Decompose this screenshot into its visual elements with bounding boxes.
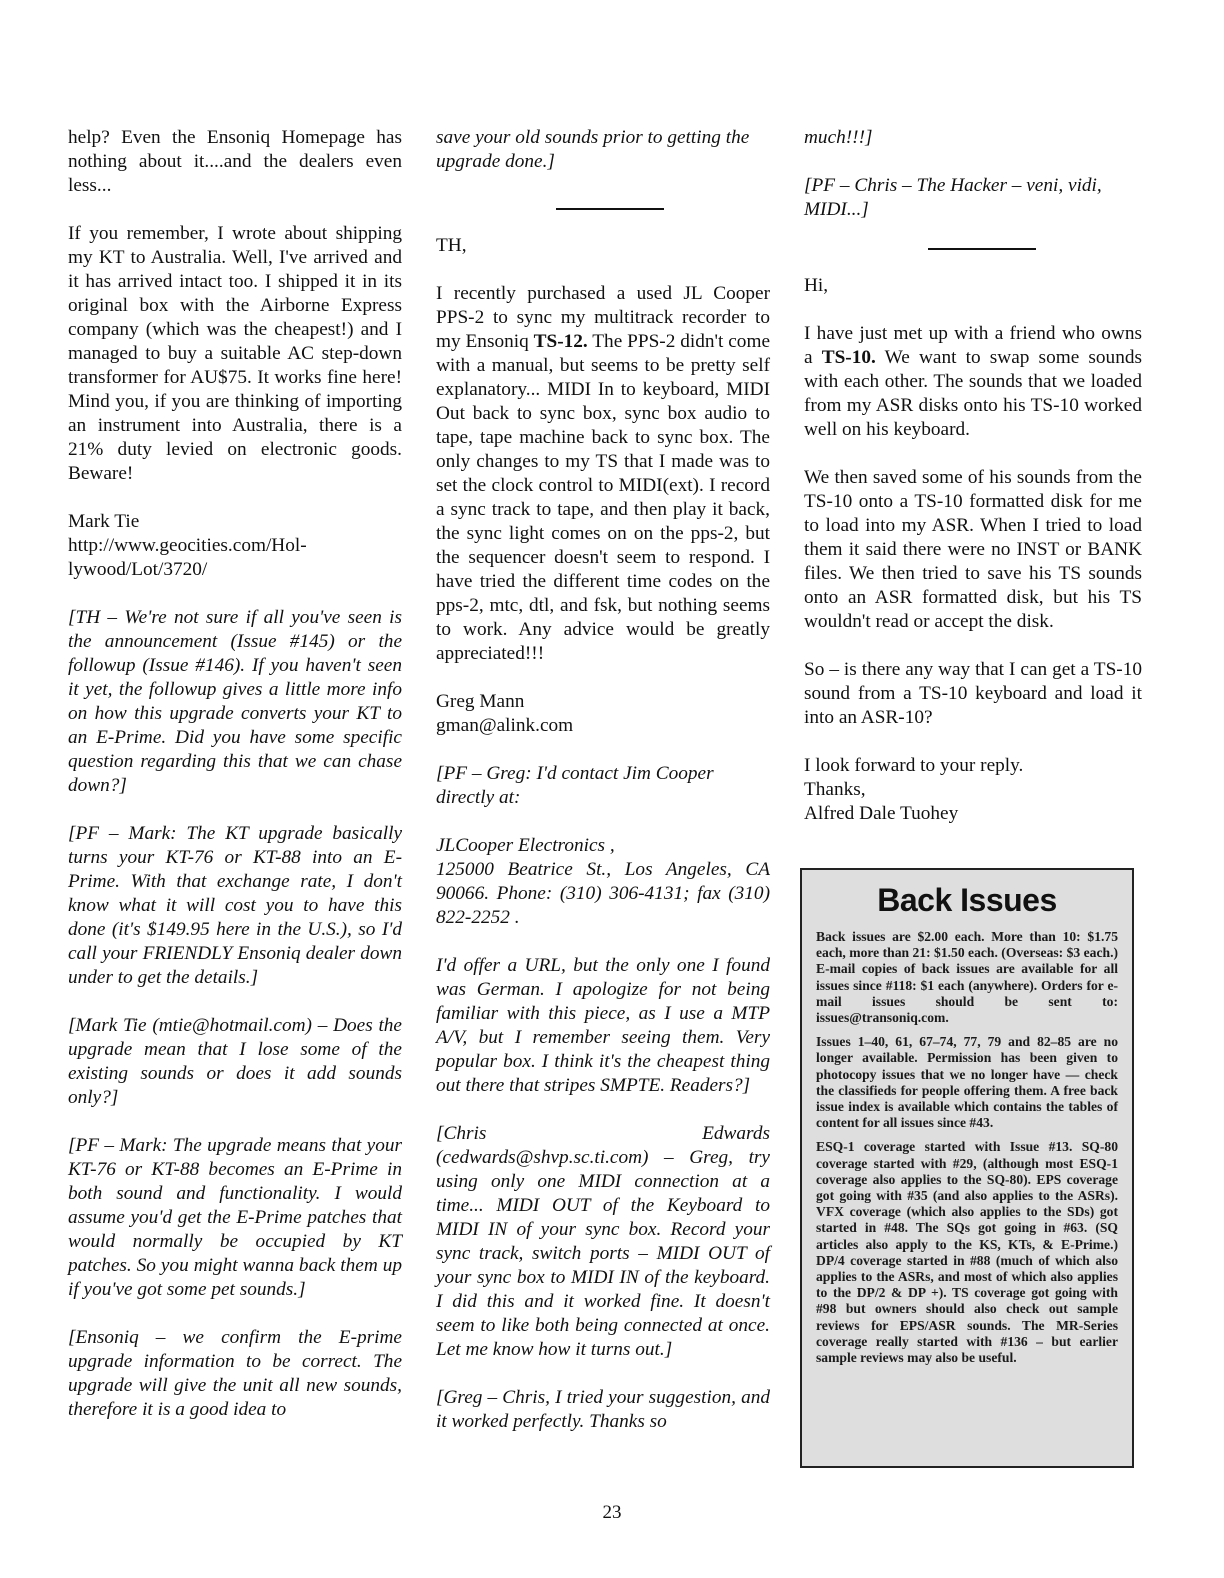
- editor-response-continued: save your old sounds prior to getting the upgrade done.]: [436, 127, 750, 172]
- editor-response: [TH – We're not sure if all you've seen is the announcement (Issue #145) or the followup (Issue #146). If you haven't seen it yet, the followup gives a little more info on how this upgrade converts your KT to an E-Prime. Did you have some specific question regarding this that we can chase down?]: [68, 607, 402, 796]
- signature-name: Alfred Dale Tuohey: [804, 803, 959, 824]
- letter-paragraph: If you remember, I wrote about shipping my KT to Australia. Well, I've arrived and it has arrived intact too. I shipped it in its original box with the Airborne Express company (which was the cheapest!) and I managed to buy a suitable AC step-down transformer for AU$75. It works fine here! Mind you, if you are thinking of importing an instrument into Australia, there is a 21% duty levied on electronic goods. Beware!: [68, 223, 402, 484]
- column-1: [68, 126, 402, 1446]
- section-divider: [556, 208, 664, 210]
- editor-response: [PF – Mark: The upgrade means that your KT-76 or KT-88 becomes an E-Prime in both sound and functionality. I would assume you'd get the E-Prime patches that would normally be occupied by KT patches. So you might wanna back them up if you've got some pet sounds.]: [68, 1135, 402, 1300]
- column-3: [804, 126, 1142, 850]
- text-run: The PPS-2 didn't come with a manual, but seems to be pretty self explanatory... MIDI In to keyboard, MIDI Out back to sync box, sync box audio to tape, tape machine back to sync box. The only changes to my TS that I made was to set the clock control to MIDI(ext). I record a sync track to tape, and then play it back, the sync light comes on on the pps-2, but the sequencer doesn't seem to respond. I have tried the different time codes on the pps-2, mtc, dtl, and fsk, but nothing seems to work. Any advice would be greatly appreciated!!!: [436, 331, 770, 664]
- address-details: 125000 Beatrice St., Los Angeles, CA 90066. Phone: (310) 306-4131; fax (310) 822-2252 .: [436, 859, 770, 928]
- editor-response: [PF – Chris – The Hacker – veni, vidi, MIDI...]: [804, 175, 1102, 220]
- editor-response: I'd offer a URL, but the only one I found was German. I apologize for not being familiar with this piece, as I use a MTP A/V, but I remember seeing them. Very popular box. I think it's the cheapest thing out there that stripes SMPTE. Readers?]: [436, 955, 770, 1096]
- signature-url[interactable]: http://www.geocities.com/Hol-: [68, 535, 307, 556]
- closing-thanks: Thanks,: [804, 779, 866, 800]
- section-divider: [928, 248, 1036, 250]
- back-issues-box: [800, 868, 1134, 1468]
- letter-paragraph: help? Even the Ensoniq Homepage has nothing about it....and the dealers even less...: [68, 127, 402, 196]
- signature-name: Mark Tie: [68, 511, 140, 532]
- reader-followup-continued: much!!!]: [804, 127, 873, 148]
- closing-line: I look forward to your reply.: [804, 755, 1024, 776]
- letter-paragraph: [804, 322, 1142, 442]
- signature-name: Greg Mann: [436, 691, 525, 712]
- reader-response: [Chris Edwards (cedwards@shvp.sc.ti.com) – Greg, try using only one MIDI connection at a time... MIDI OUT of the Keyboard to MIDI IN of your sync box. Record your sync track, switch ports – MIDI OUT of your sync box to MIDI IN of the keyboard. I did this and it worked fine. It doesn't seem to like both being connected at once. Let me know how it turns out.]: [436, 1123, 770, 1360]
- page-number: 23: [602, 1502, 622, 1523]
- back-issues-coverage: ESQ-1 coverage started with Issue #13. SQ-80 coverage started with #29, (although most ESQ-1 coverage also applies to the SQ-80). EPS coverage got going with #35 (and also applies to the ASRs). VFX coverage (which also applies to the SDs) got started in #48. The SQs got going in #63. (SQ articles also apply to the KS, KTs, & E-Prime.) DP/4 coverage started in #88 (much of which also applies to the ASRs, and most of which also applies to the DP/2 & DP +). TS coverage got going with #98 but owners should also check out sample reviews for EPS/ASR sounds. The MR-Series coverage really started with #136 – but earlier sample reviews may also be useful.: [816, 1139, 1118, 1366]
- back-issues-pricing: Back issues are $2.00 each. More than 10: $1.75 each, more than 21: $1.50 each. (Overseas: $3 each.) E-mail copies of back issues are available for all issues since #118: $1 each (anywhere). Orders for e-mail issues should be sent to: issues@transoniq.com.: [816, 929, 1118, 1026]
- address-block: [436, 834, 770, 930]
- signature-email[interactable]: gman@alink.com: [436, 715, 574, 736]
- signature-block: [436, 690, 770, 738]
- back-issues-title: Back Issues: [877, 882, 1057, 918]
- address-company: JLCooper Electronics ,: [436, 835, 615, 856]
- reader-followup: [Greg – Chris, I tried your suggestion, and it worked perfectly. Thanks so: [436, 1387, 770, 1432]
- reader-followup: [Mark Tie (mtie@hotmail.com) – Does the upgrade mean that I lose some of the existing sounds or does it add sounds only?]: [68, 1015, 402, 1108]
- product-name: TS-12.: [533, 331, 588, 352]
- back-issues-availability: Issues 1–40, 61, 67–74, 77, 79 and 82–85 are no longer available. Permission has been given to photocopy issues that we no longer have — check the classifieds for people offering them. A free back issue index is available which contains the tables of content for all issues since #43.: [816, 1034, 1118, 1131]
- text-run: I recently purchased a used JL Cooper PPS-2 to sync my multitrack recorder to my Ensoniq: [436, 283, 770, 352]
- editor-response: [PF – Greg: I'd contact Jim Cooper directly at:: [436, 763, 714, 808]
- ensoniq-response: [Ensoniq – we confirm the E-prime upgrade information to be correct. The upgrade will give the unit all new sounds, therefore it is a good idea to: [68, 1327, 402, 1420]
- letter-paragraph: We then saved some of his sounds from the TS-10 onto a TS-10 formatted disk for me to load into my ASR. When I tried to load them it said there were no INST or BANK files. We then tried to save his TS sounds onto an ASR formatted disk, but his TS wouldn't read or accept the disk.: [804, 467, 1142, 632]
- signature-url-continued[interactable]: lywood/Lot/3720/: [68, 559, 208, 580]
- column-2: [436, 126, 770, 1458]
- signature-block: [68, 510, 402, 582]
- text-run: I have just met up with a friend who owns a: [804, 323, 1142, 368]
- editor-response: [PF – Mark: The KT upgrade basically turns your KT-76 or KT-88 into an E-Prime. With that exchange rate, I don't know what it will cost you to have this done (it's $149.95 here in the U.S.), so I'd call your FRIENDLY Ensoniq dealer down under to get the details.]: [68, 823, 402, 988]
- product-name: TS-10.: [821, 347, 876, 368]
- text-run: We want to swap some sounds with each other. The sounds that we loaded from my ASR disks onto his TS-10 worked well on his keyboard.: [804, 347, 1142, 440]
- letter-paragraph: So – is there any way that I can get a TS-10 sound from a TS-10 keyboard and load it into an ASR-10?: [804, 659, 1142, 728]
- letter-greeting: TH,: [436, 235, 467, 256]
- letter-closing: [804, 754, 1142, 826]
- letter-paragraph: [436, 282, 770, 666]
- letter-greeting: Hi,: [804, 275, 829, 296]
